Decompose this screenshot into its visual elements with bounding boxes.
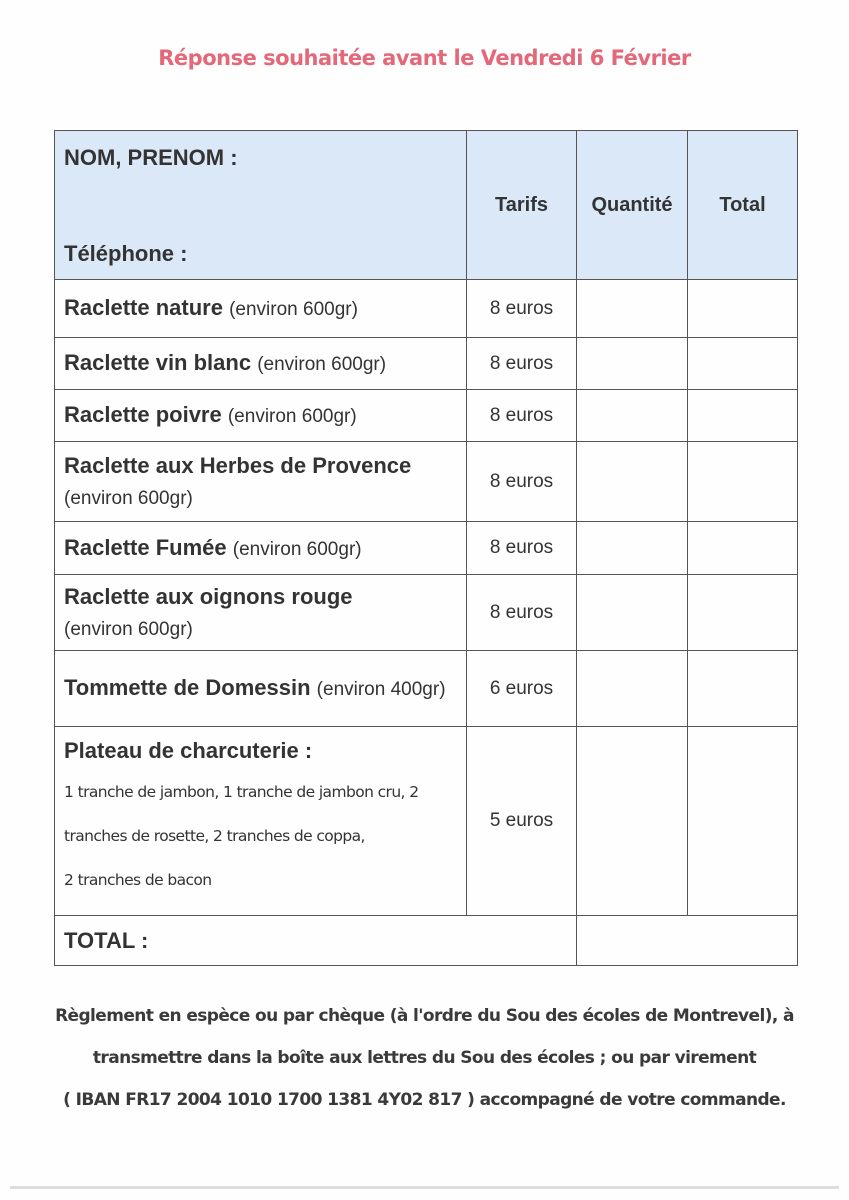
product-detail: (environ 600gr): [64, 618, 193, 640]
platter-line: tranches de rosette, 2 tranches de coppa,: [64, 827, 365, 845]
total-cell[interactable]: [688, 522, 798, 575]
product-detail: (environ 600gr): [257, 354, 387, 375]
grand-total-cell[interactable]: [577, 916, 798, 966]
payment-instructions: [0, 995, 849, 1121]
customer-info-cell[interactable]: [55, 131, 467, 280]
product-price: 8 euros: [467, 575, 577, 651]
name-label: NOM, PRENOM :: [64, 145, 238, 170]
total-cell[interactable]: [688, 442, 798, 522]
total-cell[interactable]: [688, 727, 798, 916]
total-header: Total: [688, 131, 798, 280]
product-detail: (environ 600gr): [232, 538, 362, 560]
quantity-cell[interactable]: [577, 651, 688, 727]
table-row: [55, 338, 798, 390]
platter-name: Plateau de charcuterie :: [64, 738, 313, 763]
product-price: 8 euros: [467, 338, 577, 390]
platter-line: 1 tranche de jambon, 1 tranche de jambon cru, 2: [64, 783, 419, 801]
footer-line: transmettre dans la boîte aux lettres du Sou des écoles ; ou par virement: [92, 1048, 757, 1068]
product-detail: (environ 600gr): [229, 299, 358, 320]
header-row: [55, 131, 798, 280]
quantity-cell[interactable]: [577, 390, 688, 442]
table-row: [55, 522, 798, 575]
product-price: 8 euros: [467, 280, 577, 338]
total-cell[interactable]: [688, 338, 798, 390]
product-price: 8 euros: [467, 442, 577, 522]
platter-line: 2 tranches de bacon: [64, 871, 212, 889]
quantity-cell[interactable]: [577, 727, 688, 916]
table-row: [55, 442, 798, 522]
table-row: [55, 575, 798, 651]
total-label: TOTAL :: [55, 916, 577, 966]
quantity-cell[interactable]: [577, 522, 688, 575]
product-name: Raclette aux oignons rouge: [64, 583, 353, 609]
footer-line: Règlement en espèce ou par chèque (à l'ordre du Sou des écoles de Montrevel), à: [55, 1006, 794, 1026]
table-row: [55, 390, 798, 442]
platter-price: 5 euros: [467, 727, 577, 916]
deadline-title: Réponse souhaitée avant le Vendredi 6 Février: [158, 46, 691, 70]
quantite-header: Quantité: [577, 131, 688, 280]
product-price: 6 euros: [467, 651, 577, 727]
table-row: [55, 651, 798, 727]
product-detail: (environ 600gr): [227, 406, 357, 427]
product-name: Raclette Fumée: [64, 534, 227, 560]
product-name: Raclette aux Herbes de Provence: [64, 452, 412, 478]
phone-label: Téléphone :: [64, 241, 188, 266]
total-cell[interactable]: [688, 390, 798, 442]
table-row: [55, 280, 798, 338]
product-detail: (environ 600gr): [64, 487, 193, 509]
page-edge: [10, 1186, 839, 1189]
quantity-cell[interactable]: [577, 338, 688, 390]
product-name: Raclette poivre: [64, 402, 222, 427]
total-cell[interactable]: [688, 651, 798, 727]
tarifs-header: Tarifs: [467, 131, 577, 280]
product-detail: (environ 400gr): [316, 679, 446, 700]
quantity-cell[interactable]: [577, 442, 688, 522]
order-table: [54, 130, 798, 966]
total-row: [55, 916, 798, 966]
product-price: 8 euros: [467, 522, 577, 575]
total-cell[interactable]: [688, 280, 798, 338]
total-cell[interactable]: [688, 575, 798, 651]
footer-line: ( IBAN FR17 2004 1010 1700 1381 4Y02 817 ) accompagné de votre commande.: [63, 1090, 786, 1110]
quantity-cell[interactable]: [577, 280, 688, 338]
quantity-cell[interactable]: [577, 575, 688, 651]
product-name: Tommette de Domessin: [64, 675, 311, 700]
product-name: Raclette vin blanc: [64, 350, 252, 375]
table-row: [55, 727, 798, 916]
product-name: Raclette nature: [64, 295, 223, 320]
product-price: 8 euros: [467, 390, 577, 442]
